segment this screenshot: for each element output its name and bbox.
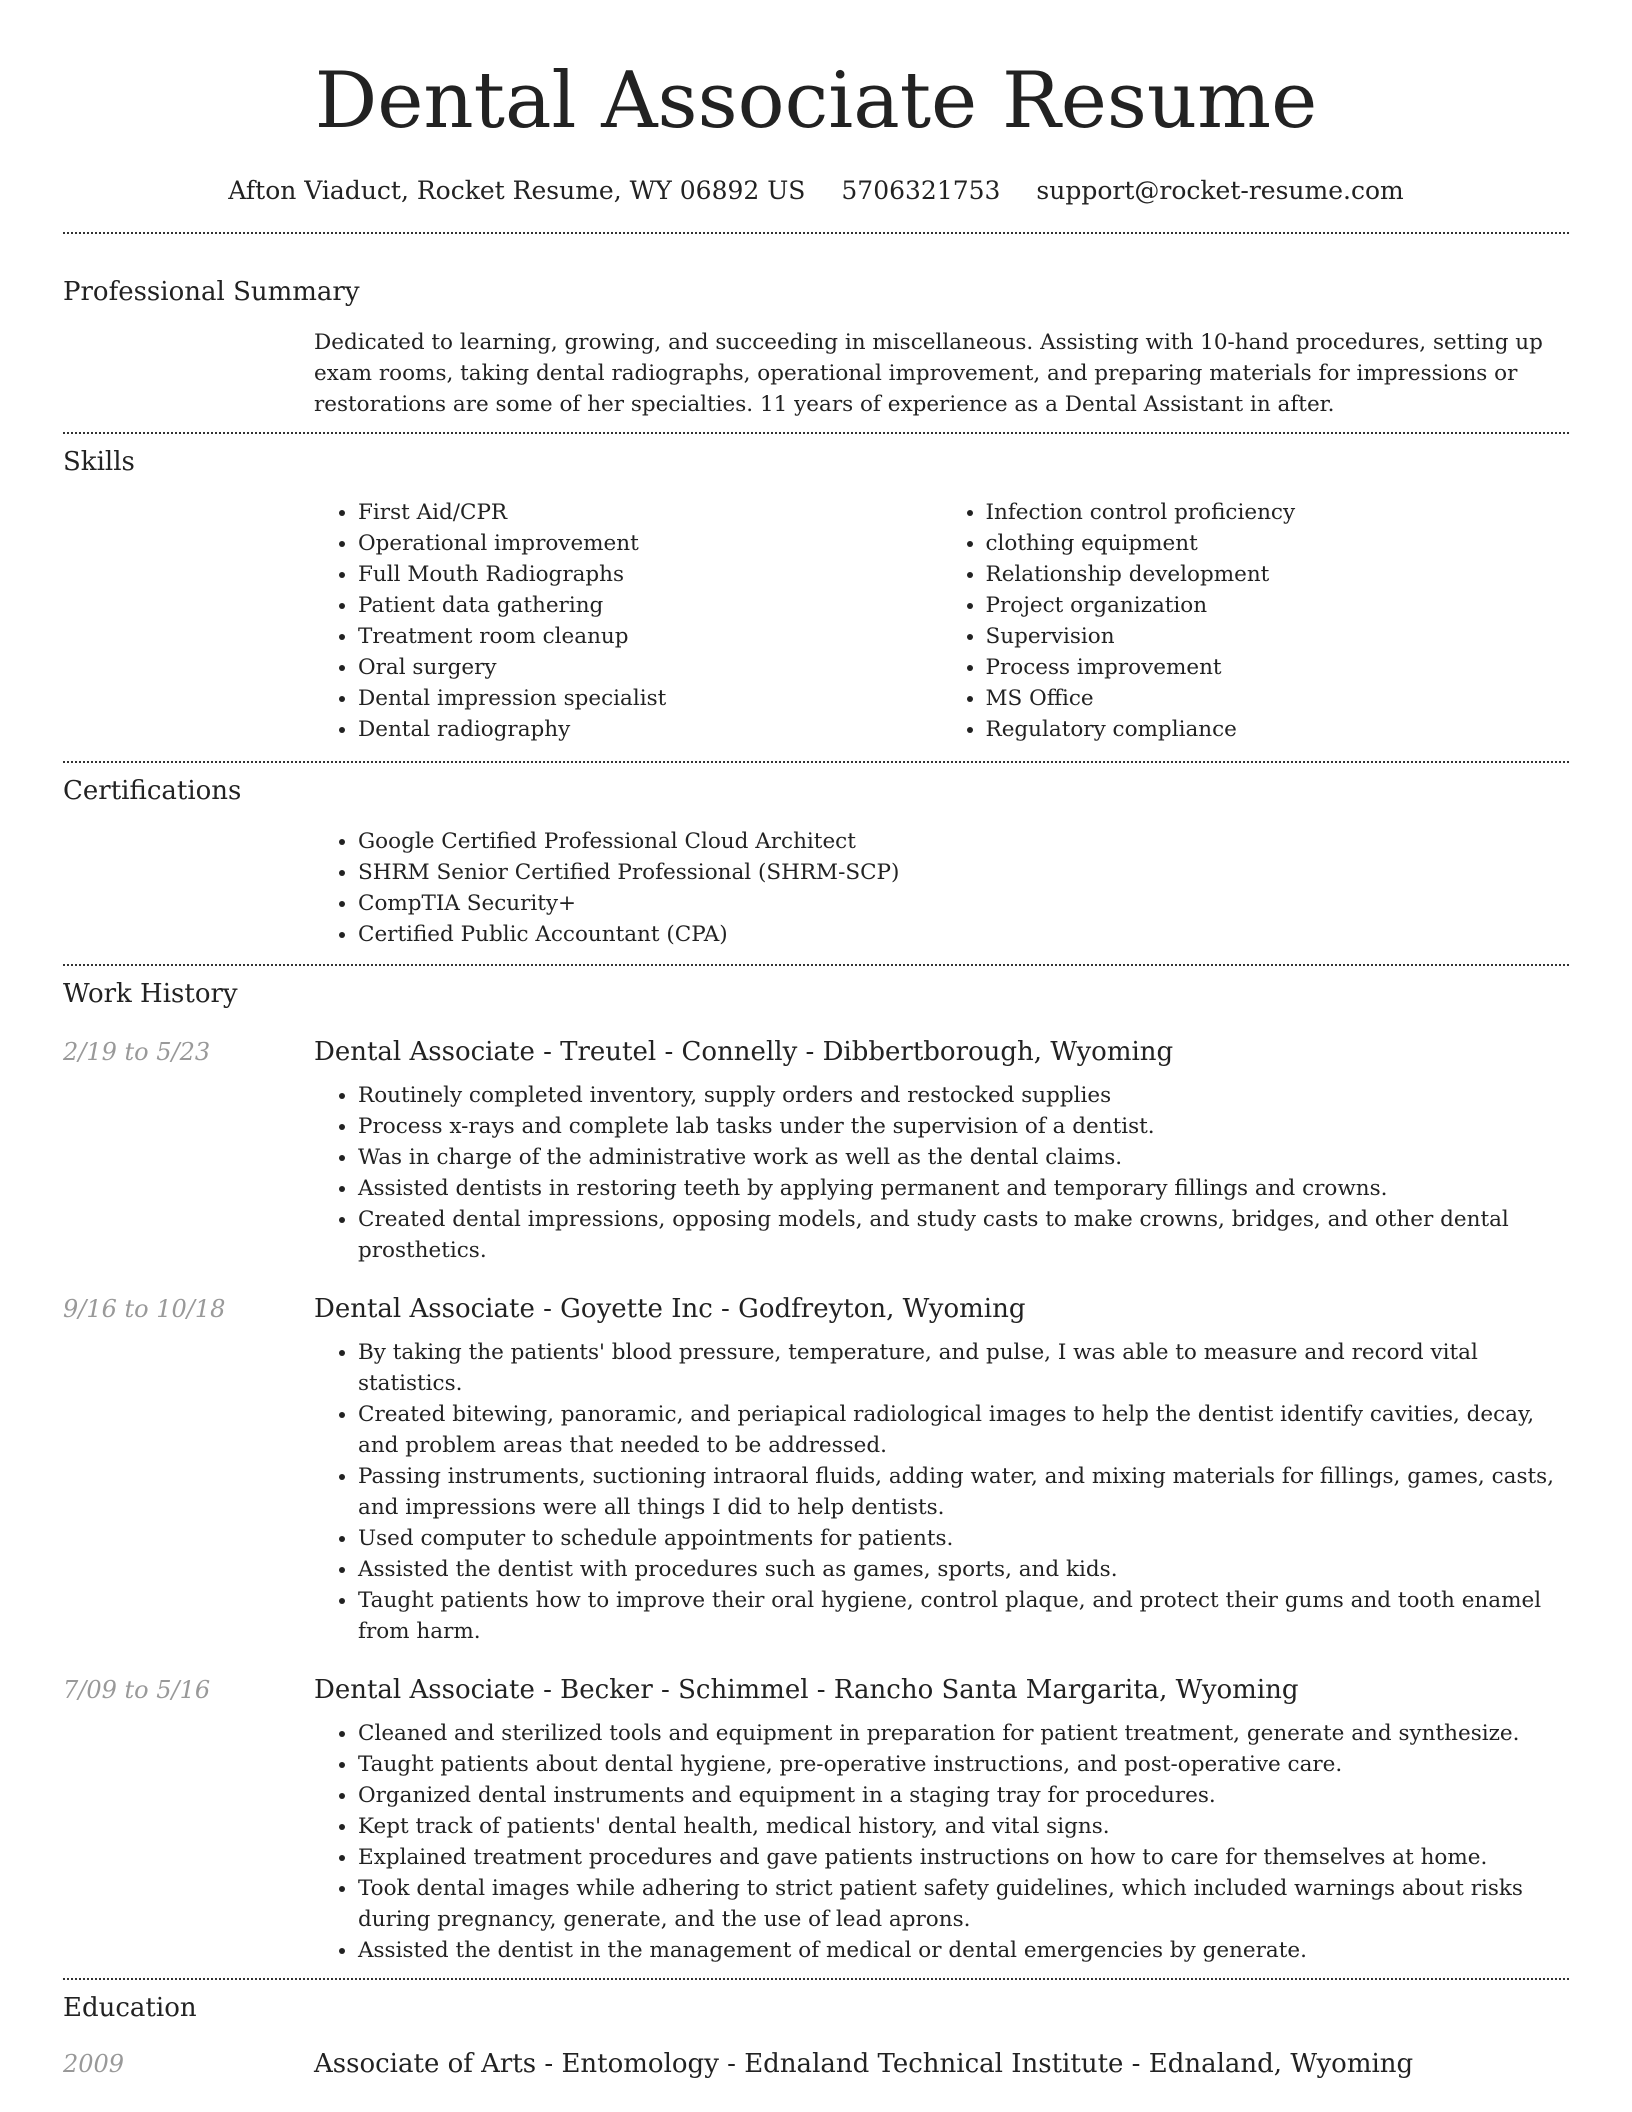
list-item: • Was in charge of the administrative work as well as the dental claims. [358,1142,1569,1173]
education-section [63,1990,1569,2082]
list-item: • Created dental impressions, opposing models, and study casts to make crowns, bridges, and other dental prosthetics. [358,1204,1569,1266]
summary-heading: Professional Summary [63,277,360,307]
list-item: • Explained treatment procedures and gave patients instructions on how to care for themselves at home. [358,1842,1569,1873]
list-item: • First Aid/CPR [358,497,942,528]
page-title: Dental Associate Resume [314,56,1318,146]
list-item: • By taking the patients' blood pressure, temperature, and pulse, I was able to measure and record vital statistics. [358,1337,1569,1399]
job-bullets [314,1080,1569,1266]
list-item: • Dental impression specialist [358,683,942,714]
education-year: 2009 [63,2050,125,2078]
list-item: • Process improvement [986,652,1570,683]
list-item: • Organized dental instruments and equipment in a staging tray for procedures. [358,1780,1569,1811]
list-item: • Relationship development [986,559,1570,590]
divider [63,432,1569,434]
job-dates: 2/19 to 5/23 [63,1038,211,1066]
divider [63,1978,1569,1980]
list-item: • Supervision [986,621,1570,652]
certifications-section [63,773,1569,950]
contact-phone: 5706321753 [841,176,1001,205]
list-item: • Project organization [986,590,1570,621]
list-item: • Process x-rays and complete lab tasks under the supervision of a dentist. [358,1111,1569,1142]
education-title: Associate of Arts - Entomology - Ednaland Technical Institute - Ednaland, Wyoming [314,2049,1414,2079]
skills-columns [314,497,1569,745]
list-item: • Full Mouth Radiographs [358,559,942,590]
list-item: • Assisted dentists in restoring teeth by applying permanent and temporary fillings and crowns. [358,1173,1569,1204]
job-dates: 7/09 to 5/16 [63,1676,211,1704]
summary-body [314,327,1569,420]
list-item: • MS Office [986,683,1570,714]
job-title: Dental Associate - Treutel - Connelly - Dibbertborough, Wyoming [314,1037,1174,1067]
job-title: Dental Associate - Becker - Schimmel - Rancho Santa Margarita, Wyoming [314,1675,1299,1705]
skills-section [63,444,1569,745]
list-item: • Cleaned and sterilized tools and equipment in preparation for patient treatment, generate and synthesize. [358,1718,1569,1749]
job-dates: 9/16 to 10/18 [63,1295,226,1323]
divider [63,964,1569,966]
list-item: • Certified Public Accountant (CPA) [358,919,1569,950]
list-item: • Regulatory compliance [986,714,1570,745]
list-item: • Assisted the dentist with procedures such as games, sports, and kids. [358,1554,1569,1585]
certifications-list [314,826,1569,950]
contact-email: support@rocket-resume.com [1036,176,1404,205]
skills-list-left [314,497,942,745]
list-item: • clothing equipment [986,528,1570,559]
job-title: Dental Associate - Goyette Inc - Godfreyton, Wyoming [314,1294,1026,1324]
list-item: • Taught patients about dental hygiene, pre-operative instructions, and post-operative care. [358,1749,1569,1780]
job-bullets [314,1718,1569,1966]
list-item: • Kept track of patients' dental health, medical history, and vital signs. [358,1811,1569,1842]
divider [63,761,1569,763]
list-item: • Took dental images while adhering to strict patient safety guidelines, which included warnings about risks during pregnancy, generate, and the use of lead aprons. [358,1873,1569,1935]
list-item: • Passing instruments, suctioning intraoral fluids, adding water, and mixing materials for fillings, games, casts, and impressions were all things I did to help dentists. [358,1461,1569,1523]
list-item: • Oral surgery [358,652,942,683]
skills-list-right [942,497,1570,745]
list-item: • Routinely completed inventory, supply orders and restocked supplies [358,1080,1569,1111]
summary-text: Dedicated to learning, growing, and succeeding in miscellaneous. Assisting with 10-hand procedures, setting up exam rooms, taking dental radiographs, operational improvement, and preparing materials for impressions or restorations are some of her specialties. 11 years of experience as a Dental Assistant in after. [314,330,1543,417]
education-heading: Education [63,1993,197,2023]
skills-heading: Skills [63,447,135,477]
list-item: • Infection control proficiency [986,497,1570,528]
list-item: • Google Certified Professional Cloud Architect [358,826,1569,857]
job-entry [63,1034,1569,1266]
list-item: • CompTIA Security+ [358,888,1569,919]
divider [63,232,1569,234]
job-bullets [314,1337,1569,1647]
list-item: • Patient data gathering [358,590,942,621]
certifications-heading: Certifications [63,776,242,806]
resume-page [63,0,1569,2082]
certifications-body [314,826,1569,950]
list-item: • Used computer to schedule appointments for patients. [358,1523,1569,1554]
list-item: • SHRM Senior Certified Professional (SHRM-SCP) [358,857,1569,888]
list-item: • Taught patients how to improve their oral hygiene, control plaque, and protect their gums and tooth enamel from harm. [358,1585,1569,1647]
job-entry [63,1291,1569,1647]
work-section [63,976,1569,1966]
list-item: • Dental radiography [358,714,942,745]
contact-line [63,174,1569,208]
list-item: • Assisted the dentist in the management of medical or dental emergencies by generate. [358,1935,1569,1966]
job-entry [63,1672,1569,1966]
list-item: • Operational improvement [358,528,942,559]
list-item: • Created bitewing, panoramic, and periapical radiological images to help the dentist identify cavities, decay, and problem areas that needed to be addressed. [358,1399,1569,1461]
education-entry [63,2046,1569,2082]
list-item: • Treatment room cleanup [358,621,942,652]
summary-section [63,274,1569,420]
work-heading: Work History [63,979,238,1009]
contact-address: Afton Viaduct, Rocket Resume, WY 06892 US [228,176,806,205]
